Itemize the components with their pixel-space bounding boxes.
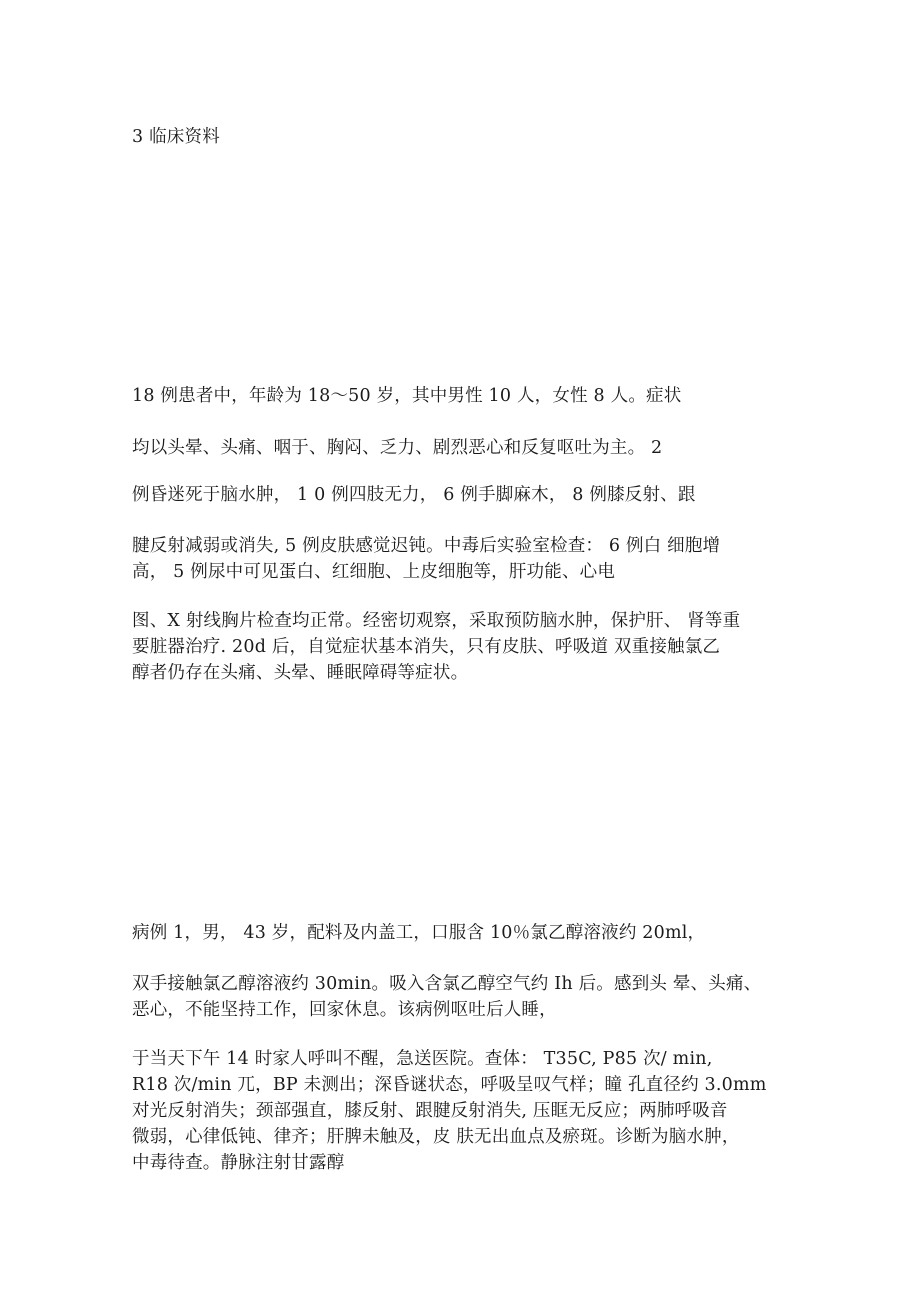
text-line: 18 例患者中，年龄为 18～50 岁，其中男性 10 人，女性 8 人。症状 — [132, 386, 682, 406]
text-line: 图、X 射线胸片检查均正常。经密切观察，采取预防脑水肿，保护肝、 肾等重 — [132, 611, 741, 631]
text-line: 例昏迷死于脑水肿， 1 0 例四肢无力， 6 例手脚麻木， 8 例膝反射、跟 — [132, 485, 696, 505]
text-line: 微弱，心律低钝、律齐；肝脾未触及，皮 肤无出血点及瘀斑。诊断为脑水肿， — [132, 1127, 740, 1147]
text-line: 对光反射消失；颈部强直，膝反射、跟腱反射消失, 压眶无反应；两肺呼吸音 — [132, 1101, 728, 1121]
text-line: 要脏器治疗. 20d 后，自觉症状基本消失，只有皮肤、呼吸道 双重接触氯乙 — [132, 637, 721, 657]
text-line: 腱反射减弱或消失, 5 例皮肤感觉迟钝。中毒后实验室检查： 6 例白 细胞增 — [132, 536, 721, 556]
section-heading: 3 临床资料 — [132, 127, 220, 147]
text-line: 病例 1，男， 43 岁，配料及内盖工，口服含 10％氯乙醇溶液约 20ml， — [132, 923, 706, 943]
text-line: 恶心，不能坚持工作，回家休息。该病例呕吐后人睡， — [132, 1000, 557, 1020]
text-line: 双手接触氯乙醇溶液约 30min。吸入含氯乙醇空气约 Ih 后。感到头 晕、头痛、 — [132, 974, 762, 994]
text-line: 高， 5 例尿中可见蛋白、红细胞、上皮细胞等，肝功能、心电 — [132, 562, 616, 582]
text-line: 于当天下午 14 时家人呼叫不醒，急送医院。查体： T35C, P85 次/ min, — [132, 1049, 713, 1069]
text-line: 均以头晕、头痛、咽于、胸闷、乏力、剧烈恶心和反复呕吐为主。 2 — [132, 438, 663, 458]
text-line: R18 次/min 兀，BP 未测出；深昏谜状态，呼吸呈叹气样；瞳 孔直径约 3.0mm — [132, 1075, 767, 1095]
text-line: 中毒待查。静脉注射甘露醇 — [132, 1153, 345, 1173]
text-line: 醇者仍存在头痛、头晕、睡眠障碍等症状。 — [132, 663, 469, 683]
